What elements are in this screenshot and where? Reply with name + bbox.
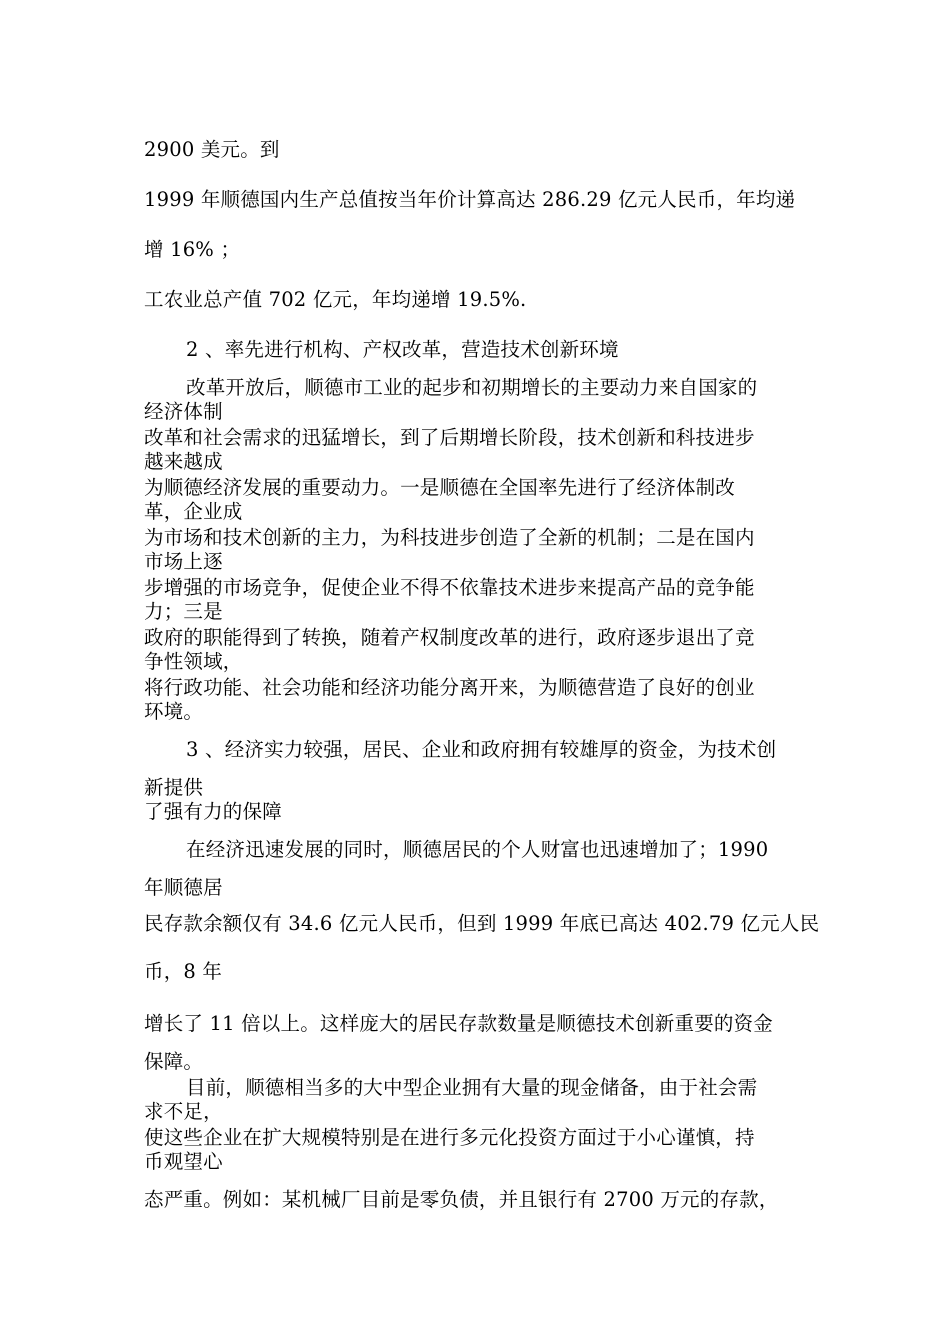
text-line: 使这些企业在扩大规模特别是在进行多元化投资方面过于小心谨慎，持 — [144, 1126, 755, 1149]
text-line: 革，企业成 — [144, 500, 243, 523]
text-line: 求不足， — [144, 1100, 223, 1123]
text-line: 2900 美元。到 — [144, 138, 280, 161]
text-line: 1999 年顺德国内生产总值按当年价计算高达 286.29 亿元人民币，年均递 — [144, 188, 796, 211]
text-line: 改革和社会需求的迅猛增长，到了后期增长阶段，技术创新和科技进步 — [144, 426, 755, 449]
text-line: 增 16% ； — [144, 238, 241, 261]
text-line: 为顺德经济发展的重要动力。一是顺德在全国率先进行了经济体制改 — [144, 476, 736, 499]
text-line: 为市场和技术创新的主力，为科技进步创造了全新的机制；二是在国内 — [144, 526, 755, 549]
text-line: 态严重。例如：某机械厂目前是零负债，并且银行有 2700 万元的存款， — [144, 1188, 779, 1211]
section-heading-continued: 了强有力的保障 — [144, 800, 282, 823]
text-line: 力；三是 — [144, 600, 223, 623]
text-line: 目前，顺德相当多的大中型企业拥有大量的现金储备，由于社会需 — [186, 1076, 758, 1099]
text-line: 改革开放后，顺德市工业的起步和初期增长的主要动力来自国家的 — [186, 376, 758, 399]
section-heading: 2 、率先进行机构、产权改革，营造技术创新环境 — [186, 338, 619, 361]
text-line: 政府的职能得到了转换，随着产权制度改革的进行，政府逐步退出了竞 — [144, 626, 755, 649]
section-heading-continued: 新提供 — [144, 776, 204, 799]
text-line: 将行政功能、社会功能和经济功能分离开来，为顺德营造了良好的创业 — [144, 676, 755, 699]
text-line: 市场上逐 — [144, 550, 223, 573]
text-line: 争性领域， — [144, 650, 243, 673]
text-line: 增长了 11 倍以上。这样庞大的居民存款数量是顺德技术创新重要的资金 — [144, 1012, 774, 1035]
text-line: 工农业总产值 702 亿元，年均递增 19.5%. — [144, 288, 527, 311]
text-line: 越来越成 — [144, 450, 223, 473]
text-line: 年顺德居 — [144, 876, 223, 899]
text-line: 币，8 年 — [144, 960, 223, 983]
text-line: 币观望心 — [144, 1150, 223, 1173]
text-line: 民存款余额仅有 34.6 亿元人民币，但到 1999 年底已高达 402.79 亿元人民 — [144, 912, 820, 935]
section-heading: 3 、经济实力较强，居民、企业和政府拥有较雄厚的资金，为技术创 — [186, 738, 777, 761]
text-line: 步增强的市场竞争，促使企业不得不依靠技术进步来提高产品的竞争能 — [144, 576, 755, 599]
text-line: 经济体制 — [144, 400, 223, 423]
text-line: 保障。 — [144, 1050, 204, 1073]
text-line: 环境。 — [144, 700, 204, 723]
text-line: 在经济迅速发展的同时，顺德居民的个人财富也迅速增加了；1990 — [186, 838, 769, 861]
